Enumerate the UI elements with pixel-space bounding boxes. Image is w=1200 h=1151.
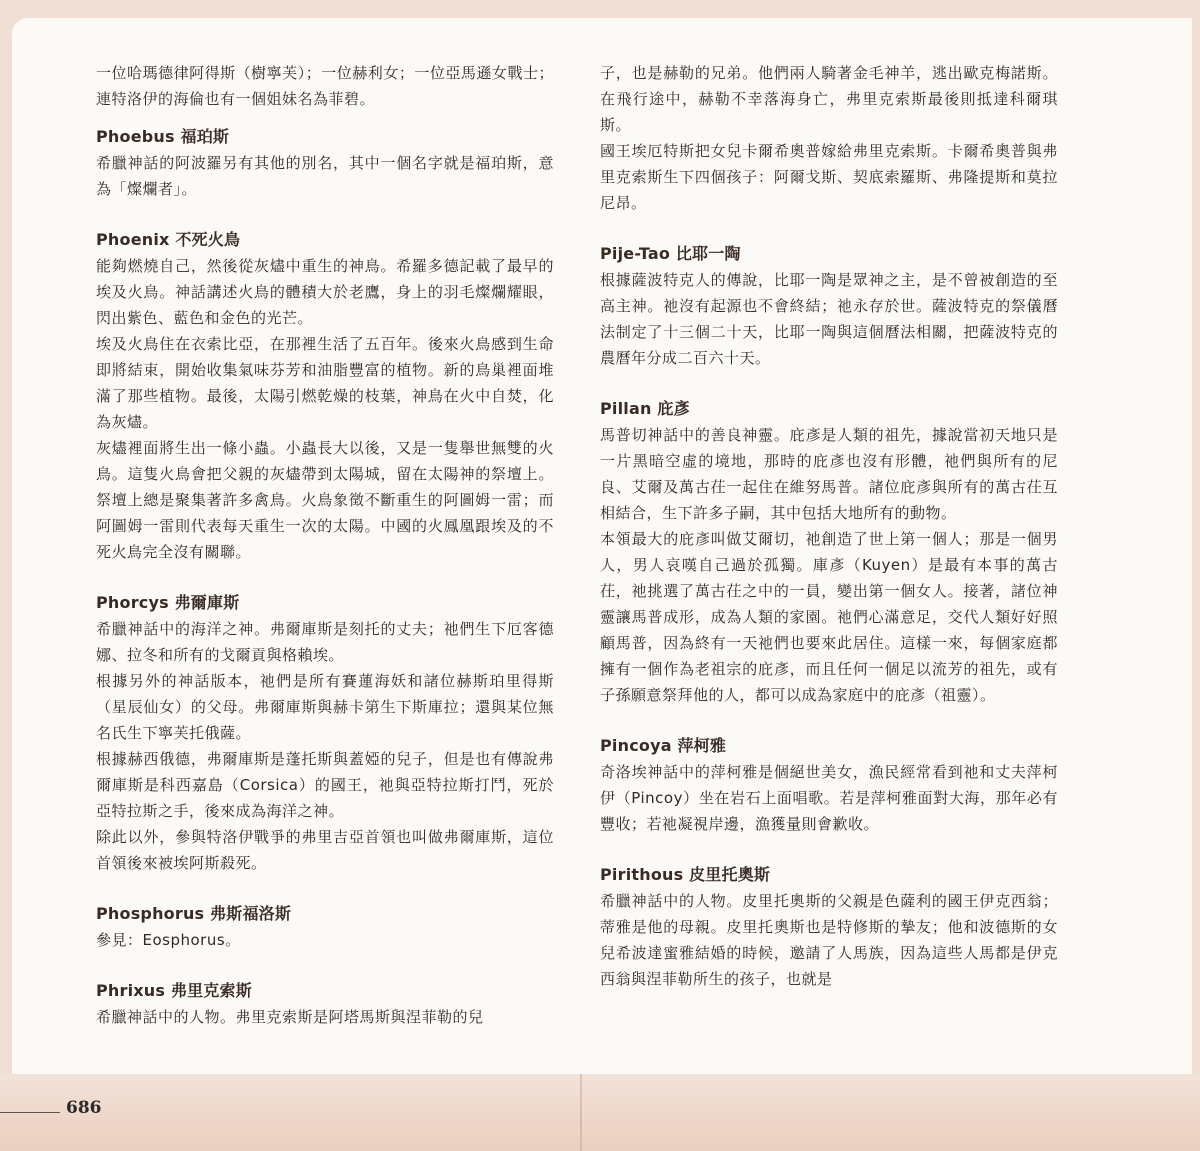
entry-paragraph: 希臘神話中的人物。弗里克索斯是阿塔馬斯與涅菲勒的兒: [96, 1008, 484, 1026]
entry-pirithous: [600, 864, 1058, 992]
entry-paragraph: 子，也是赫勒的兄弟。他們兩人騎著金毛神羊，逃出歐克梅諾斯。在飛行途中，赫勒不幸落海身亡，弗里克索斯最後則抵達科爾琪斯。: [600, 64, 1058, 134]
entry-phoenix: [96, 229, 554, 565]
page-number: 686: [66, 1098, 102, 1118]
page-bottom-margin: [0, 1074, 1200, 1151]
entry-phorcys: [96, 592, 554, 876]
entry-heading: Phoenix 不死火鳥: [96, 230, 241, 249]
entry-paragraph: 奇洛埃神話中的萍柯雅是個絕世美女，漁民經常看到祂和丈夫萍柯伊（Pincoy）坐在岩石上面唱歌。若是萍柯雅面對大海，那年必有豐收；若祂凝視岸邊，漁獲量則會歉收。: [600, 763, 1058, 833]
entry-paragraph: 除此以外，參與特洛伊戰爭的弗里吉亞首領也叫做弗爾庫斯，這位首領後來被埃阿斯殺死。: [96, 828, 554, 872]
entry-paragraph: 根據薩波特克人的傳說，比耶一陶是眾神之主，是不曾被創造的至高主神。祂沒有起源也不會終結；祂永存於世。薩波特克的祭儀曆法制定了十三個二十天，比耶一陶與這個曆法相關，把薩波特克的農曆年分成二百六十天。: [600, 271, 1058, 367]
entry-heading: Pillan 庇彥: [600, 399, 690, 418]
entry-paragraph: 根據赫西俄德，弗爾庫斯是蓬托斯與蓋婭的兒子，但是也有傳說弗爾庫斯是科西嘉島（Corsica）的國王，祂與亞特拉斯打鬥，死於亞特拉斯之手，後來成為海洋之神。: [96, 750, 554, 820]
entry-continuation-right: [600, 60, 1058, 216]
entry-paragraph: 灰燼裡面將生出一條小蟲。小蟲長大以後，又是一隻舉世無雙的火鳥。這隻火鳥會把父親的灰燼帶到太陽城，留在太陽神的祭壇上。祭壇上總是聚集著許多禽鳥。火鳥象徵不斷重生的阿圖姆一雷；而阿圖姆一雷則代表每天重生一次的太陽。中國的火鳳凰跟埃及的不死火鳥完全沒有關聯。: [96, 439, 554, 561]
entry-phoebus: [96, 126, 554, 202]
entry-pillan: [600, 398, 1058, 708]
entry-heading: Phrixus 弗里克索斯: [96, 981, 252, 1000]
entry-pije-tao: [600, 243, 1058, 371]
right-column: [600, 60, 1058, 1019]
entry-continuation-left: [96, 60, 554, 112]
entry-paragraph: 能夠燃燒自己，然後從灰燼中重生的神鳥。希羅多德記載了最早的埃及火鳥。神話講述火鳥的體積大於老鷹，身上的羽毛燦爛耀眼，閃出紫色、藍色和金色的光芒。: [96, 257, 554, 327]
entry-heading: Phorcys 弗爾庫斯: [96, 593, 240, 612]
entry-paragraph: 參見：Eosphorus。: [96, 931, 241, 949]
entry-heading: Phosphorus 弗斯福洛斯: [96, 904, 292, 923]
entry-paragraph: 根據另外的神話版本，祂們是所有賽蓮海妖和諸位赫斯珀里得斯（星辰仙女）的父母。弗爾庫斯與赫卡第生下斯庫拉；還與某位無名氏生下寧芙托俄薩。: [96, 672, 554, 742]
entry-heading: Pirithous 皮里托奧斯: [600, 865, 771, 884]
entry-heading: Pincoya 萍柯雅: [600, 736, 727, 755]
entry-heading: Pije-Tao 比耶一陶: [600, 244, 741, 263]
entry-phosphorus: [96, 903, 554, 953]
entry-paragraph: 馬普切神話中的善良神靈。庇彥是人類的祖先，據說當初天地只是一片黑暗空虛的境地，那時的庇彥也沒有形體，祂們與所有的尼良、艾爾及萬古茌一起住在維努馬普。諸位庇彥與所有的萬古茌互相結合，生下許多子嗣，其中包括大地所有的動物。: [600, 426, 1058, 522]
book-spine-shadow: [580, 1074, 582, 1151]
entry-paragraph: 本領最大的庇彥叫做艾爾切，祂創造了世上第一個人；那是一個男人，男人哀嘆自己過於孤獨。庫彥（Kuyen）是最有本事的萬古茌，祂挑選了萬古茌之中的一員，變出第一個女人。接著，諸位神靈讓馬普成形，成為人類的家園。祂們心滿意足，交代人類好好照顧馬普，因為終有一天祂們也要來此居住。這樣一來，每個家庭都擁有一個作為老祖宗的庇彥，而且任何一個足以流芳的祖先，或有子孫願意祭拜他的人，都可以成為家庭中的庇彥（祖靈）。: [600, 530, 1058, 704]
page-number-rule: [0, 1112, 60, 1113]
entry-paragraph: 希臘神話中的海洋之神。弗爾庫斯是刻托的丈夫；祂們生下厄客德娜、拉冬和所有的戈爾貢與格賴埃。: [96, 620, 554, 664]
entry-phrixus: [96, 980, 554, 1030]
left-column: [96, 60, 554, 1057]
entry-heading: Phoebus 福珀斯: [96, 127, 230, 146]
entry-paragraph: 埃及火鳥住在衣索比亞，在那裡生活了五百年。後來火鳥感到生命即將結束，開始收集氣味芬芳和油脂豐富的植物。新的鳥巢裡面堆滿了那些植物。最後，太陽引燃乾燥的枝葉，神鳥在火中自焚，化為灰燼。: [96, 335, 554, 431]
entry-pincoya: [600, 735, 1058, 837]
entry-paragraph: 一位哈瑪德律阿得斯（樹寧芙）；一位赫利女；一位亞馬遜女戰士；連特洛伊的海倫也有一個姐妹名為菲碧。: [96, 64, 554, 108]
entry-paragraph: 希臘神話的阿波羅另有其他的別名，其中一個名字就是福珀斯，意為「燦爛者」。: [96, 154, 554, 198]
entry-paragraph: 國王埃厄特斯把女兒卡爾希奧普嫁給弗里克索斯。卡爾希奧普與弗里克索斯生下四個孩子：阿爾戈斯、契底索羅斯、弗隆提斯和莫拉尼昂。: [600, 142, 1058, 212]
entry-paragraph: 希臘神話中的人物。皮里托奧斯的父親是色薩利的國王伊克西翁；蒂雅是他的母親。皮里托奧斯也是特修斯的摯友；他和波德斯的女兒希波達蜜雅結婚的時候，邀請了人馬族，因為這些人馬都是伊克西翁與涅菲勒所生的孩子，也就是: [600, 892, 1058, 988]
